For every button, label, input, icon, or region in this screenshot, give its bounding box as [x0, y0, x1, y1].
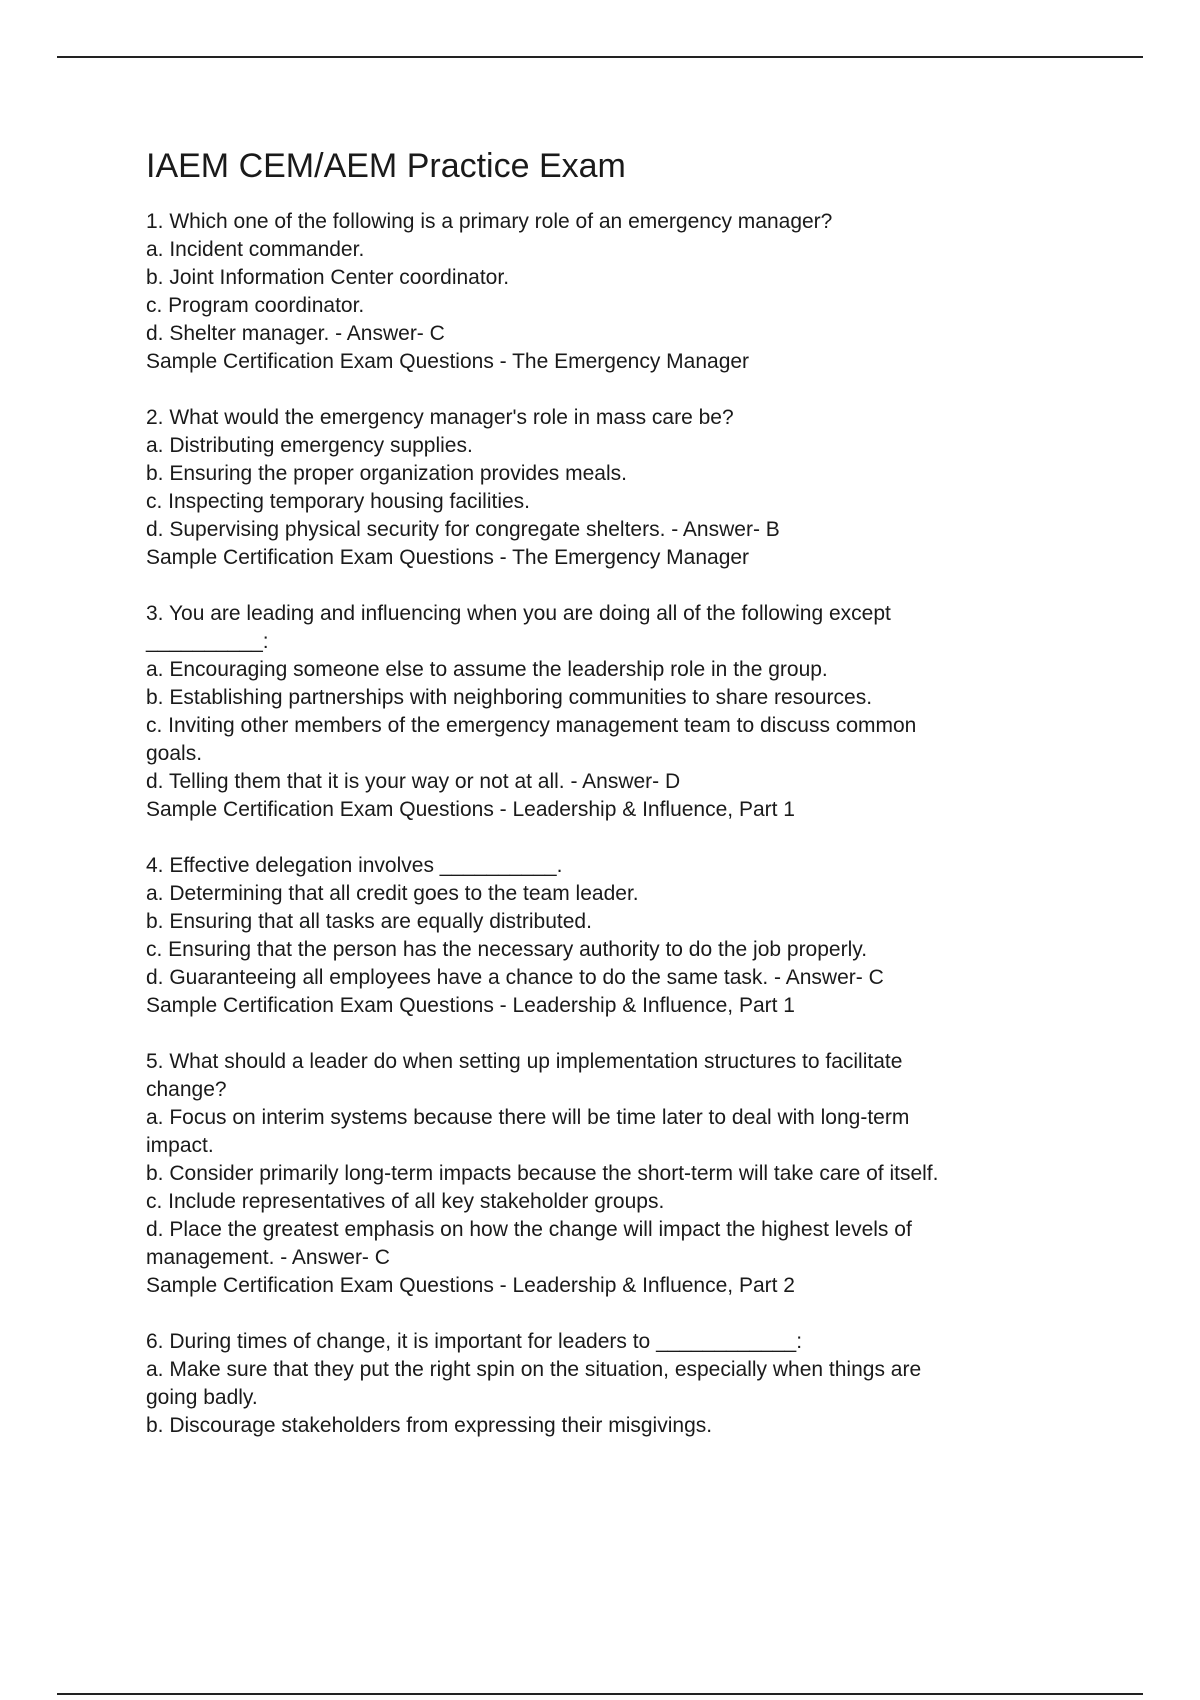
question-block: [146, 852, 1066, 1020]
document-title: IAEM CEM/AEM Practice Exam: [146, 147, 626, 185]
bottom-divider: [57, 1693, 1143, 1695]
question-line: c. Include representatives of all key stakeholder groups.: [146, 1190, 665, 1213]
question-block: [146, 1328, 1066, 1440]
question-line: d. Telling them that it is your way or not at all. - Answer- D: [146, 770, 681, 793]
question-line: a. Encouraging someone else to assume the leadership role in the group.: [146, 658, 828, 681]
question-text: 2. What would the emergency manager's role in mass care be?: [146, 406, 734, 429]
document-body: [146, 140, 1066, 1468]
question-line: a. Distributing emergency supplies.: [146, 434, 473, 457]
question-text: 6. During times of change, it is important for leaders to ____________:: [146, 1330, 803, 1353]
question-line: going badly.: [146, 1386, 258, 1409]
question-line: c. Inviting other members of the emergency management team to discuss common: [146, 714, 917, 737]
top-divider: [57, 56, 1143, 58]
question-line: c. Inspecting temporary housing facilities.: [146, 490, 531, 513]
question-line: b. Ensuring that all tasks are equally distributed.: [146, 910, 592, 933]
question-text: 1. Which one of the following is a primary role of an emergency manager?: [146, 210, 833, 233]
question-line: a. Focus on interim systems because there will be time later to deal with long-term: [146, 1106, 910, 1129]
question-line: a. Incident commander.: [146, 238, 365, 261]
question-line: c. Ensuring that the person has the necessary authority to do the job properly.: [146, 938, 868, 961]
question-line: Sample Certification Exam Questions - Leadership & Influence, Part 1: [146, 994, 795, 1017]
question-list: [146, 208, 1066, 1440]
question-line: change?: [146, 1078, 227, 1101]
question-text: 3. You are leading and influencing when you are doing all of the following except: [146, 602, 891, 625]
question-block: [146, 600, 1066, 824]
question-block: [146, 1048, 1066, 1300]
question-line: c. Program coordinator.: [146, 294, 365, 317]
question-line: Sample Certification Exam Questions - The Emergency Manager: [146, 546, 750, 569]
question-line: Sample Certification Exam Questions - The Emergency Manager: [146, 350, 750, 373]
question-line: a. Determining that all credit goes to the team leader.: [146, 882, 639, 905]
question-block: [146, 404, 1066, 572]
question-line: d. Supervising physical security for congregate shelters. - Answer- B: [146, 518, 780, 541]
question-line: __________:: [146, 630, 269, 653]
question-block: [146, 208, 1066, 376]
question-line: a. Make sure that they put the right spin on the situation, especially when things are: [146, 1358, 922, 1381]
question-line: b. Establishing partnerships with neighboring communities to share resources.: [146, 686, 873, 709]
question-line: Sample Certification Exam Questions - Leadership & Influence, Part 2: [146, 1274, 795, 1297]
question-line: Sample Certification Exam Questions - Leadership & Influence, Part 1: [146, 798, 795, 821]
question-line: goals.: [146, 742, 203, 765]
question-line: b. Discourage stakeholders from expressing their misgivings.: [146, 1414, 713, 1437]
question-line: b. Joint Information Center coordinator.: [146, 266, 510, 289]
question-line: d. Shelter manager. - Answer- C: [146, 322, 445, 345]
question-line: b. Consider primarily long-term impacts because the short-term will take care of itself.: [146, 1162, 939, 1185]
question-line: impact.: [146, 1134, 214, 1157]
question-line: management. - Answer- C: [146, 1246, 390, 1269]
question-line: d. Place the greatest emphasis on how the change will impact the highest levels of: [146, 1218, 912, 1241]
question-text: 5. What should a leader do when setting up implementation structures to facilitate: [146, 1050, 903, 1073]
question-line: b. Ensuring the proper organization provides meals.: [146, 462, 627, 485]
question-line: d. Guaranteeing all employees have a chance to do the same task. - Answer- C: [146, 966, 884, 989]
question-text: 4. Effective delegation involves __________.: [146, 854, 563, 877]
